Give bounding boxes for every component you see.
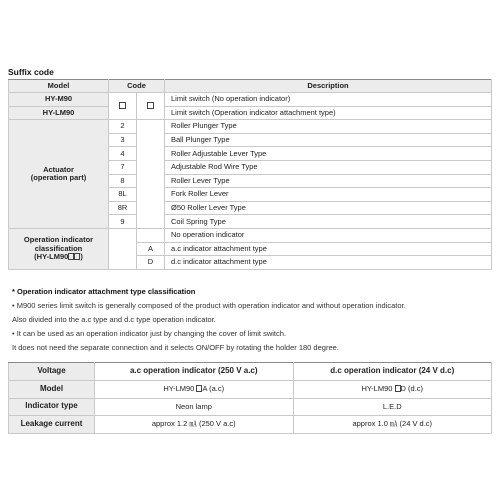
indicator-code [137, 228, 165, 242]
voltage-header-row [9, 363, 492, 381]
placeholder-box-icon [147, 102, 154, 109]
ac-model-suffix: A (a.c) [202, 384, 225, 394]
description-header: Description [165, 80, 492, 93]
actuator-description: Roller Plunger Type [165, 120, 492, 134]
actuator-code: 9 [109, 215, 137, 229]
dc-model-suffix: D (d.c) [400, 384, 424, 394]
table-header-row [9, 80, 492, 93]
voltage-table [8, 362, 492, 434]
suffix-code-title: Suffix code [8, 67, 54, 77]
notes-line: It does not need the separate connection and it selects ON/OFF by rotating the holder 180 degree. [12, 343, 339, 352]
actuator-code: 2 [109, 120, 137, 134]
notes-line: • It can be used as an operation indicator just by changing the cover of limit switch. [12, 329, 287, 338]
indicator-code: A [137, 242, 165, 256]
dc-model [293, 381, 492, 399]
indicator-type-label: Indicator type [9, 398, 95, 416]
dc-header: d.c operation indicator (24 V d.c) [293, 363, 492, 381]
table-row [9, 398, 492, 416]
indicator-description: a.c indicator attachment type [165, 242, 492, 256]
actuator-label-line1: Actuator [43, 164, 74, 174]
ac-model [95, 381, 294, 399]
table-row [9, 381, 492, 399]
actuator-code: 8R [109, 201, 137, 215]
indicator-label-line3: (HY-LM90 [34, 251, 69, 261]
model-cell: HY-LM90 [9, 106, 109, 120]
classification-notes [12, 285, 492, 355]
ac-header: a.c operation indicator (250 V a.c) [95, 363, 294, 381]
actuator-label [9, 120, 109, 229]
dc-leakage: approx 1.0 ㎃ (24 V d.c) [293, 416, 492, 434]
actuator-description: Coil Spring Type [165, 215, 492, 229]
indicator-description: d.c indicator attachment type [165, 256, 492, 270]
actuator-code: 3 [109, 133, 137, 147]
table-row [9, 416, 492, 434]
actuator-label-line2: (operation part) [30, 173, 87, 183]
actuator-code: 8L [109, 188, 137, 202]
indicator-label-line1: Operation indicator [23, 235, 94, 245]
indicator-code: D [137, 256, 165, 270]
table-row [9, 106, 492, 120]
code-slot-1 [109, 93, 137, 120]
indicator-label [9, 228, 109, 269]
code-header: Code [109, 80, 165, 93]
table-row [9, 93, 492, 107]
table-row [9, 228, 492, 242]
suffix-code-table [8, 79, 492, 270]
ac-indicator-type: Neon lamp [95, 398, 294, 416]
notes-line: • M900 series limit switch is generally composed of the product with operation indicator and without operation indicator. [12, 301, 406, 310]
code-slot-2 [137, 93, 165, 120]
model-cell: HY-M90 [9, 93, 109, 107]
description-cell: Limit switch (No operation indicator) [165, 93, 492, 107]
ac-leakage: approx 1.2 ㎃ (250 V a.c) [95, 416, 294, 434]
empty-code-column [137, 120, 165, 229]
empty-code-column [109, 228, 137, 269]
ac-model-prefix: HY-LM90 [163, 384, 197, 394]
actuator-code: 7 [109, 160, 137, 174]
actuator-description: Ø50 Roller Lever Type [165, 201, 492, 215]
indicator-label-line2: classification [34, 243, 83, 253]
description-cell: Limit switch (Operation indicator attachment type) [165, 106, 492, 120]
actuator-description: Roller Lever Type [165, 174, 492, 188]
actuator-description: Adjustable Rod Wire Type [165, 160, 492, 174]
notes-line: Also divided into the a.c type and d.c type operation indicator. [12, 315, 216, 324]
dc-model-prefix: HY-LM90 [361, 384, 395, 394]
actuator-code: 4 [109, 147, 137, 161]
indicator-label-line3-end: ) [80, 251, 83, 261]
actuator-description: Roller Adjustable Lever Type [165, 147, 492, 161]
dc-indicator-type: L.E.D [293, 398, 492, 416]
model-header: Model [9, 80, 109, 93]
leakage-current-label: Leakage current [9, 416, 95, 434]
actuator-description: Ball Plunger Type [165, 133, 492, 147]
voltage-label: Voltage [9, 363, 95, 381]
actuator-code: 8 [109, 174, 137, 188]
table-row [9, 120, 492, 134]
placeholder-box-icon [119, 102, 126, 109]
notes-heading: * Operation indicator attachment type classification [12, 287, 196, 296]
actuator-description: Fork Roller Lever [165, 188, 492, 202]
indicator-description: No operation indicator [165, 228, 492, 242]
model-label: Model [9, 381, 95, 399]
